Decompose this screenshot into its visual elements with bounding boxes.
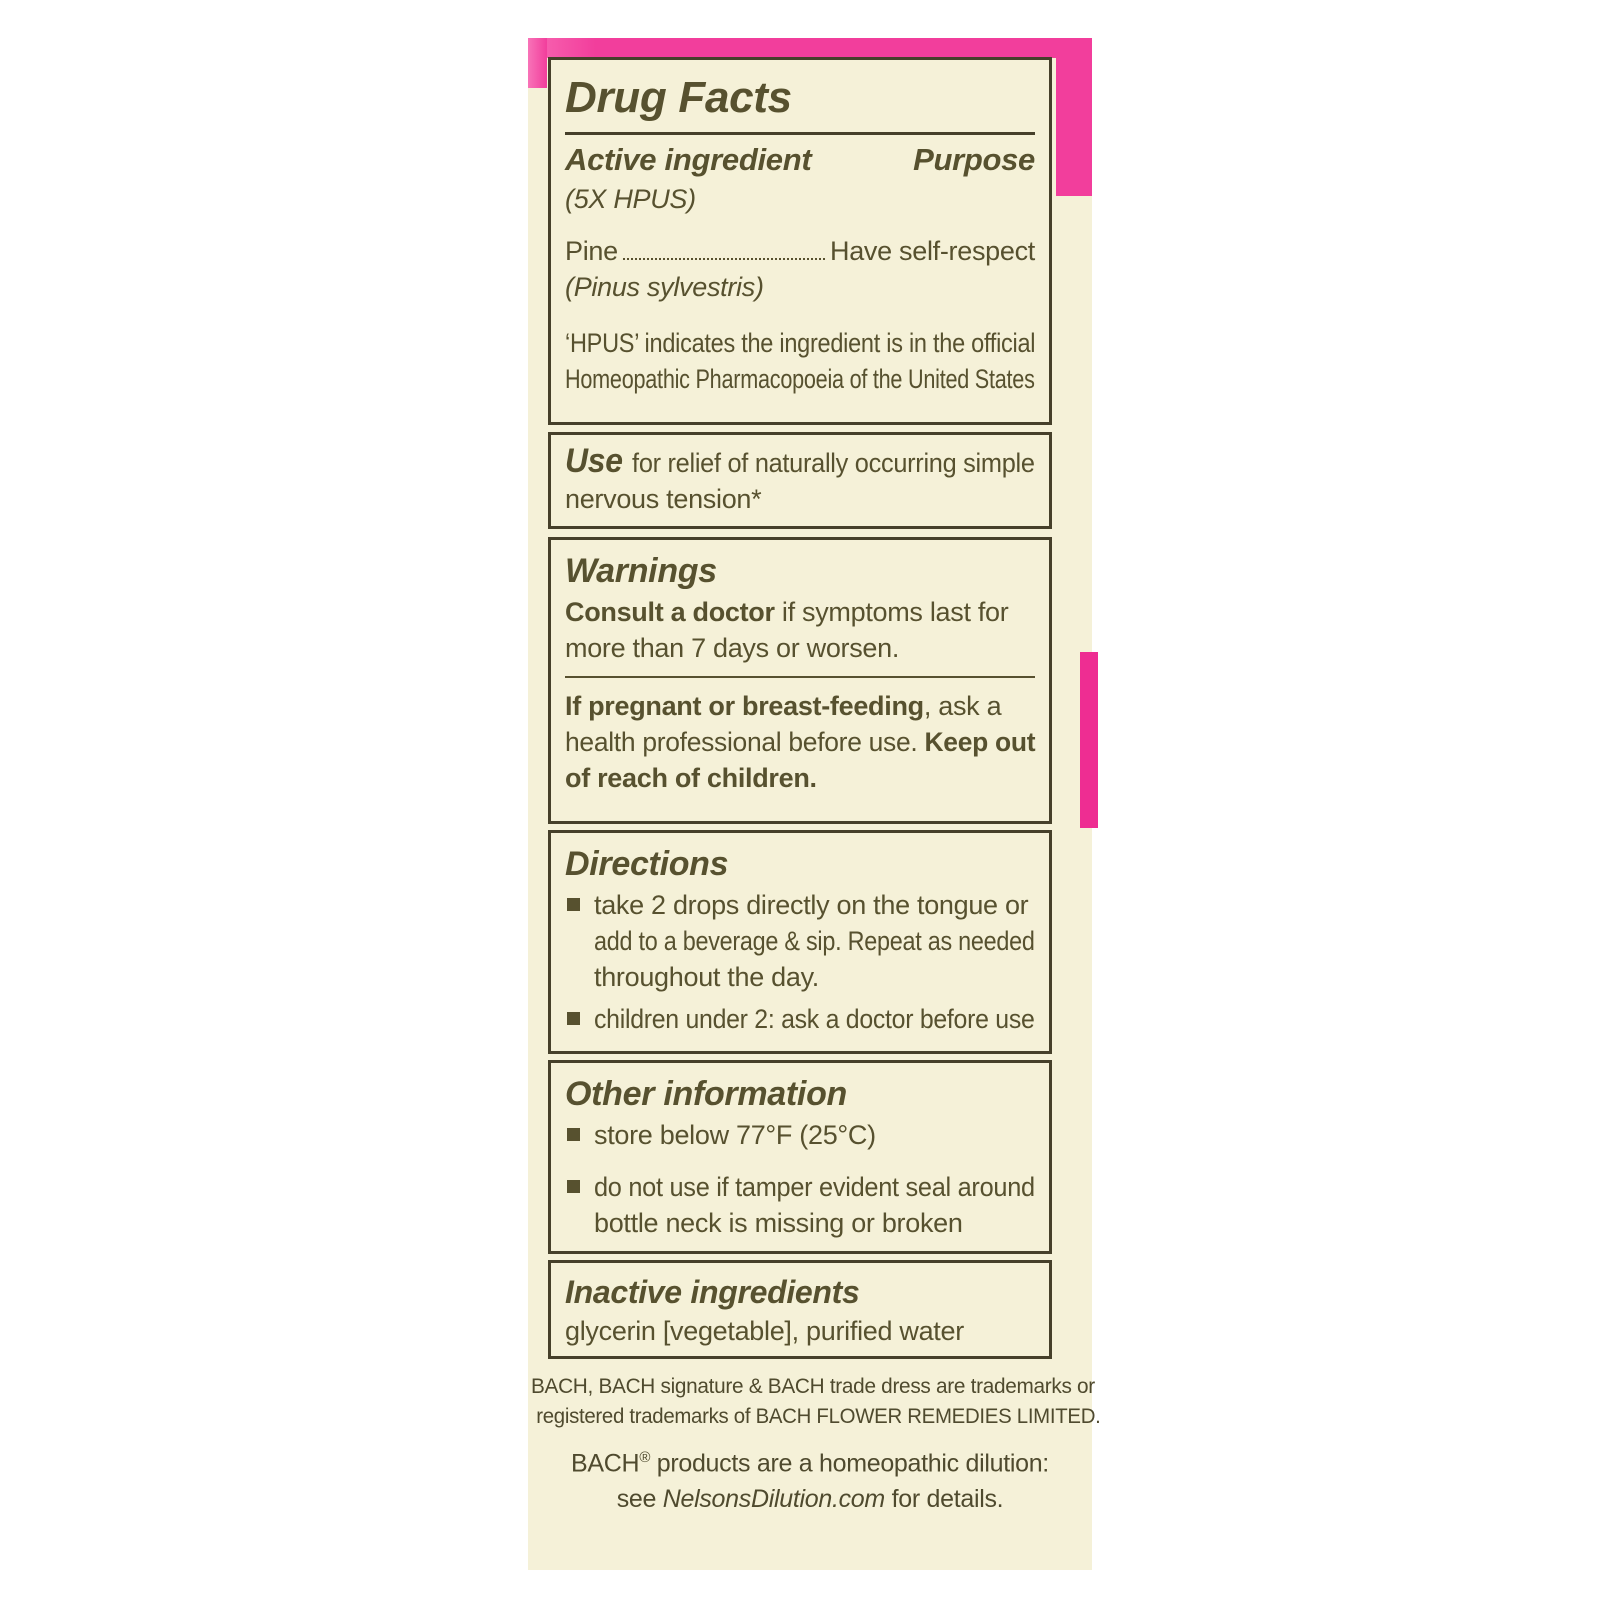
registered-mark: ® xyxy=(639,1449,651,1466)
warnings-p2-line1 xyxy=(565,688,1035,724)
warnings-p2-rest: , ask a xyxy=(923,691,1002,721)
warnings-pregnant-bold: If pregnant or breast-feeding xyxy=(565,691,924,721)
footer-legal xyxy=(528,1372,1101,1517)
directions-item1 xyxy=(565,887,1035,923)
directions-item2-line1: children under 2: ask a doctor before use xyxy=(594,1004,1035,1034)
warnings-p1-line2: more than 7 days or worsen. xyxy=(565,633,900,663)
pink-right-edge-top xyxy=(1056,38,1092,196)
active-purpose-header-row xyxy=(565,139,1035,181)
trademark-line1: BACH, BACH signature & BACH trade dress are trademarks or xyxy=(530,1375,1095,1398)
section-other-information xyxy=(548,1060,1052,1254)
warnings-p2-line2 xyxy=(565,724,1036,760)
website-details: for details. xyxy=(884,1485,1004,1514)
inactive-text: glycerin [vegetable], purified water xyxy=(565,1316,964,1346)
warnings-consult-bold: Consult a doctor xyxy=(565,597,775,627)
warnings-divider-rule xyxy=(565,676,1035,678)
trademark-line2: registered trademarks of BACH FLOWER REMEDIES LIMITED. xyxy=(536,1405,1101,1428)
drug-facts-title: Drug Facts xyxy=(565,73,792,122)
website-line xyxy=(528,1481,1092,1517)
directions-item1-line3: throughout the day. xyxy=(594,962,819,992)
directions-item1-line2: add to a beverage & sip. Repeat as needed xyxy=(594,926,1035,956)
dilution-line xyxy=(528,1440,1092,1481)
bullet-square-icon xyxy=(567,1180,580,1193)
section-warnings xyxy=(548,537,1052,824)
other-info-item2-line2: bottle neck is missing or broken xyxy=(594,1208,963,1238)
other-info-item1 xyxy=(565,1117,1035,1153)
pink-right-edge-middle xyxy=(1080,652,1098,828)
title-rule xyxy=(565,132,1035,135)
botanical-name: (Pinus sylvestris) xyxy=(565,272,764,302)
section-use xyxy=(548,432,1052,529)
other-info-heading: Other information xyxy=(565,1075,848,1113)
ingredient-purpose: Have self-respect xyxy=(830,236,1035,266)
dilution-text: products are a homeopathic dilution: xyxy=(650,1449,1049,1478)
use-heading: Use xyxy=(565,442,623,480)
bullet-square-icon xyxy=(567,898,580,911)
warnings-p2-line2-plain: health professional before use. xyxy=(565,727,925,757)
warnings-keepout-bold: Keep out xyxy=(924,727,1036,757)
website-see: see xyxy=(616,1485,663,1514)
hpus-note-line2: Homeopathic Pharmacopoeia of the United States xyxy=(565,364,1035,394)
product-box-panel xyxy=(528,38,1101,1570)
website-url: NelsonsDilution.com xyxy=(662,1485,885,1514)
brand-name: BACH xyxy=(571,1449,640,1478)
hpus-note-line1: ‘HPUS’ indicates the ingredient is in the official xyxy=(565,328,1036,358)
other-info-item2-line1: do not use if tamper evident seal around xyxy=(594,1172,1035,1202)
section-directions xyxy=(548,830,1052,1054)
warnings-p1-line1 xyxy=(565,594,1035,630)
use-line1 xyxy=(565,442,1035,481)
bullet-square-icon xyxy=(567,1128,580,1141)
directions-heading: Directions xyxy=(565,845,729,883)
strength-text: (5X HPUS) xyxy=(565,184,696,214)
ingredient-purpose-row xyxy=(565,233,1035,269)
dotted-leader xyxy=(623,258,825,260)
inactive-heading: Inactive ingredients xyxy=(565,1274,860,1310)
section-inactive-ingredients xyxy=(548,1260,1052,1359)
warnings-heading: Warnings xyxy=(565,552,717,590)
ingredient-name: Pine xyxy=(565,236,618,266)
directions-item1-line1: take 2 drops directly on the tongue or xyxy=(594,890,1029,920)
warnings-p2-line3: of reach of children. xyxy=(565,763,817,793)
hpus-note xyxy=(565,325,1035,397)
use-line2: nervous tension* xyxy=(565,484,762,514)
warnings-p1-rest: if symptoms last for xyxy=(774,597,1009,627)
pink-top-band xyxy=(528,38,1092,58)
active-ingredient-heading: Active ingredient xyxy=(565,142,812,177)
purpose-heading: Purpose xyxy=(913,142,1035,177)
use-text-1: for relief of naturally occurring simple xyxy=(632,448,1035,478)
other-info-item1-line1: store below 77°F (25°C) xyxy=(594,1120,876,1150)
bullet-square-icon xyxy=(567,1012,580,1025)
other-info-item2 xyxy=(565,1169,1035,1205)
directions-item2 xyxy=(565,1001,1035,1037)
section-active-ingredient xyxy=(548,57,1052,425)
pink-left-edge xyxy=(528,38,547,88)
